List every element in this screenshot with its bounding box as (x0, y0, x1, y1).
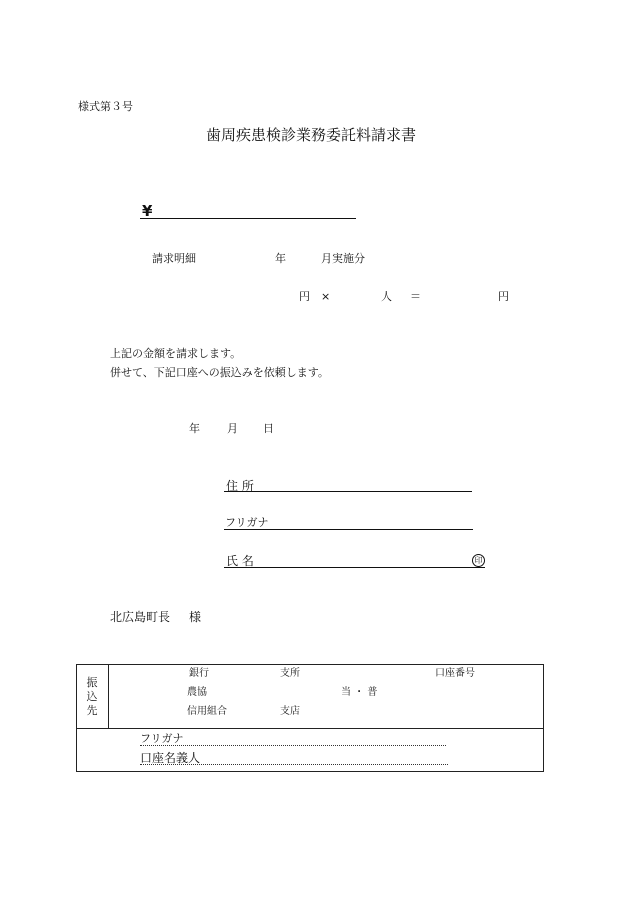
address-label: 住 所 (226, 479, 254, 493)
yen-symbol: ¥ (142, 202, 153, 220)
account-holder-label: 口座名義人 (140, 751, 201, 765)
account-furigana-label: フリガナ (140, 732, 184, 745)
total-yen: 円 (498, 290, 509, 303)
header-char-3: 先 (86, 704, 98, 717)
date-month: 月 (227, 422, 238, 435)
form-number: 様式第３号 (78, 100, 133, 113)
date-year: 年 (189, 422, 200, 435)
times-sign: × (321, 290, 331, 303)
account-furigana-dotted-line (140, 745, 446, 746)
billing-details-label: 請求明細 (152, 252, 196, 265)
equals-sign: ＝ (410, 290, 421, 303)
date-day: 日 (263, 422, 274, 435)
name-label: 氏 名 (226, 554, 254, 568)
furigana-underline (224, 529, 473, 530)
header-char-2: 込 (86, 690, 98, 703)
unit-price-yen: 円 (299, 290, 310, 303)
branch-label: 支店 (280, 706, 300, 717)
address-underline (224, 491, 472, 492)
transfer-destination-header (78, 676, 106, 718)
amount-underline (140, 218, 356, 219)
seal-mark: 印 (472, 554, 485, 567)
table-horizontal-divider (76, 728, 544, 729)
account-type-label: 当 ・ 普 (341, 687, 378, 698)
name-underline (224, 567, 485, 568)
furigana-label: フリガナ (225, 516, 269, 529)
table-vertical-divider (108, 664, 109, 728)
branch-office-label: 支所 (280, 668, 300, 679)
addressee-honorific: 様 (189, 610, 202, 624)
credit-union-label: 信用組合 (187, 706, 227, 717)
statement-line-1: 上記の金額を請求します。 (110, 347, 242, 360)
persons-label: 人 (381, 290, 392, 303)
page-title: 歯周疾患検診業務委託料請求書 (206, 126, 417, 144)
details-year: 年 (275, 252, 286, 265)
statement-line-2: 併せて、下記口座への振込みを依頼します。 (110, 366, 329, 379)
bank-label: 銀行 (189, 668, 209, 679)
account-holder-dotted-line (140, 764, 448, 765)
header-char-1: 振 (86, 676, 98, 689)
account-number-label: 口座番号 (435, 668, 475, 679)
details-month-conducted: 月実施分 (321, 252, 365, 265)
agricultural-coop-label: 農協 (187, 687, 207, 698)
addressee-name: 北広島町長 (110, 610, 171, 624)
